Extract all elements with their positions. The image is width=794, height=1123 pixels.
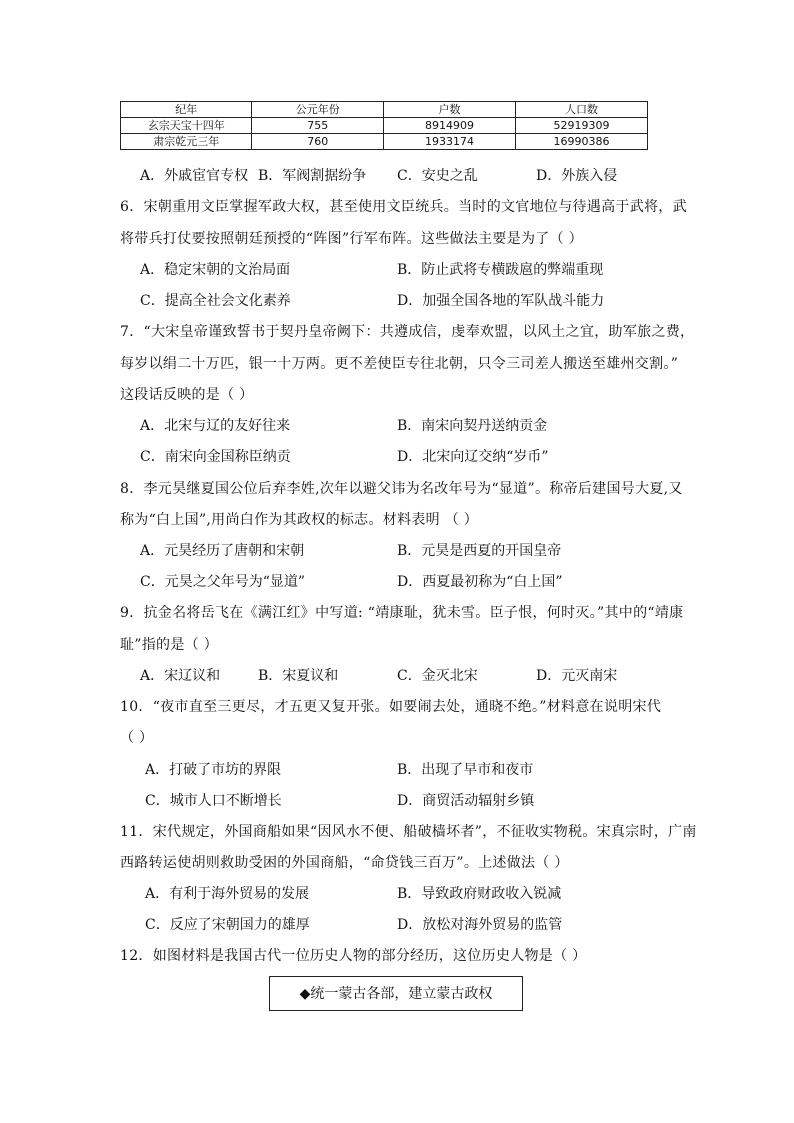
table-cell: 8914909 bbox=[384, 118, 516, 134]
q7-stem-line: 这段话反映的是（ ） bbox=[120, 387, 254, 403]
q11-option-d[interactable]: D．放松对海外贸易的监管 bbox=[397, 917, 563, 933]
q7-option-d[interactable]: D．北宋向辽交纳“岁币” bbox=[397, 449, 549, 465]
table-cell: 16990386 bbox=[515, 134, 647, 150]
q11-stem-line: 西路转运使胡则救助受困的外国商船，“命贷钱三百万”。上述做法（ ） bbox=[120, 855, 569, 871]
table-cell: 755 bbox=[252, 118, 384, 134]
q6-option-c[interactable]: C．提高全社会文化素养 bbox=[140, 293, 291, 309]
q6-option-a[interactable]: A．稳定宋朝的文治局面 bbox=[140, 262, 291, 278]
q11-stem-line: 11．宋代规定，外国商船如果“因风水不便、船破樯坏者”，不征收实物税。宋真宗时，广南 bbox=[120, 824, 697, 840]
q7-stem-line: 7．“大宋皇帝谨致誓书于契丹皇帝阙下：共遵成信，虔奉欢盟，以风土之宜，助军旅之费， bbox=[120, 324, 695, 340]
table-row bbox=[121, 118, 648, 134]
q6-option-d[interactable]: D．加强全国各地的军队战斗能力 bbox=[397, 293, 605, 309]
table-cell: 760 bbox=[252, 134, 384, 150]
q9-stem-line: 9．抗金名将岳飞在《满江红》中写道: “靖康耻，犹未雪。臣子恨，何时灭。”其中的“靖康 bbox=[120, 605, 684, 621]
table-row bbox=[121, 134, 648, 150]
q6-stem-line: 将带兵打仗要按照朝廷预授的“阵图”行军布阵。这些做法主要是为了（ ） bbox=[120, 231, 583, 247]
q12-stem-line: 12．如图材料是我国古代一位历史人物的部分经历，这位历史人物是（ ） bbox=[120, 948, 587, 964]
q9-option-b[interactable]: B．宋夏议和 bbox=[258, 668, 339, 684]
q7-stem-line: 每岁以绢二十万匹，银一十万两。更不差使臣专往北朝，只令三司差人搬送至雄州交割。” bbox=[120, 356, 679, 372]
q5-option-b[interactable]: B．军阀割据纷争 bbox=[258, 168, 367, 184]
q11-option-c[interactable]: C．反应了宋朝国力的雄厚 bbox=[145, 917, 310, 933]
q8-option-b[interactable]: B．元昊是西夏的开国皇帝 bbox=[397, 543, 562, 559]
table-header: 纪年 bbox=[121, 102, 252, 118]
q10-stem-line: （ ） bbox=[120, 730, 154, 746]
q9-stem-line: 耻”指的是（ ） bbox=[120, 637, 219, 653]
q9-option-d[interactable]: D．元灭南宋 bbox=[536, 668, 618, 684]
q10-stem-line: 10．“夜市直至三更尽，才五更又复开张。如要闹去处，通晓不绝。”材料意在说明宋代 bbox=[120, 699, 662, 715]
q9-option-c[interactable]: C．金灭北宋 bbox=[397, 668, 478, 684]
population-table bbox=[120, 101, 648, 150]
q11-option-a[interactable]: A．有利于海外贸易的发展 bbox=[145, 886, 310, 902]
table-cell: 肃宗乾元三年 bbox=[121, 134, 252, 150]
q7-option-c[interactable]: C．南宋向金国称臣纳贡 bbox=[140, 449, 291, 465]
q5-option-c[interactable]: C．安史之乱 bbox=[397, 168, 478, 184]
q8-stem-line: 称为“白上国”,用尚白作为其政权的标志。材料表明 （ ） bbox=[120, 512, 479, 528]
table-cell: 1933174 bbox=[384, 134, 516, 150]
q9-option-a[interactable]: A．宋辽议和 bbox=[140, 668, 221, 684]
q11-option-b[interactable]: B．导致政府财政收入锐减 bbox=[397, 886, 562, 902]
q8-option-a[interactable]: A．元昊经历了唐朝和宋朝 bbox=[140, 543, 305, 559]
q8-option-d[interactable]: D．西夏最初称为“白上国” bbox=[397, 574, 563, 590]
q10-option-c[interactable]: C．城市人口不断增长 bbox=[145, 793, 282, 809]
q10-option-d[interactable]: D．商贸活动辐射乡镇 bbox=[397, 793, 535, 809]
q10-option-b[interactable]: B．出现了早市和夜市 bbox=[397, 762, 534, 778]
q5-option-d[interactable]: D．外族入侵 bbox=[536, 168, 618, 184]
q6-option-b[interactable]: B．防止武将专横跋扈的弊端重现 bbox=[397, 262, 604, 278]
q7-option-a[interactable]: A．北宋与辽的友好往来 bbox=[140, 418, 291, 434]
table-cell: 玄宗天宝十四年 bbox=[121, 118, 252, 134]
table-header: 公元年份 bbox=[252, 102, 384, 118]
q5-option-a[interactable]: A．外戚宦官专权 bbox=[140, 168, 249, 184]
table-cell: 52919309 bbox=[515, 118, 647, 134]
table-header: 人口数 bbox=[515, 102, 647, 118]
q7-option-b[interactable]: B．南宋向契丹送纳贡金 bbox=[397, 418, 548, 434]
q6-stem-line: 6．宋朝重用文臣掌握军政大权，甚至使用文臣统兵。当时的文官地位与待遇高于武将，武 bbox=[120, 199, 687, 215]
table-header-row bbox=[121, 102, 648, 118]
q10-option-a[interactable]: A．打破了市坊的界限 bbox=[145, 762, 282, 778]
q12-material-box: ◆统一蒙古各部，建立蒙古政权 bbox=[269, 976, 523, 1011]
q8-stem-line: 8．李元昊继夏国公位后弃李姓,次年以避父讳为名改年号为“显道”。称帝后建国号大夏,又 bbox=[120, 481, 683, 497]
q8-option-c[interactable]: C．元昊之父年号为“显道” bbox=[140, 574, 306, 590]
table-header: 户数 bbox=[384, 102, 516, 118]
